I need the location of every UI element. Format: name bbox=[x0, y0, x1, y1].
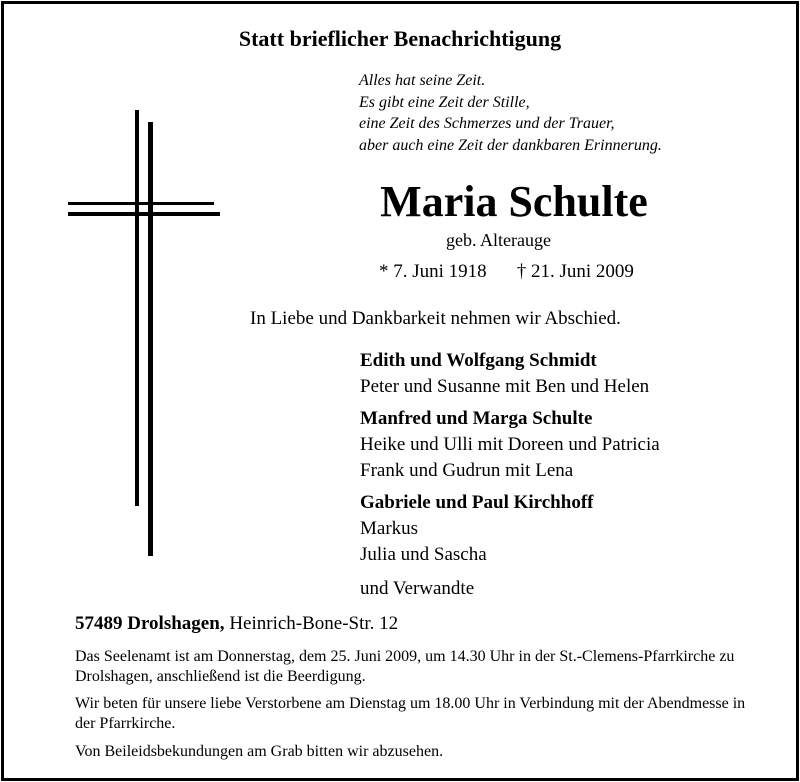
poem-line: Es gibt eine Zeit der Stille, bbox=[359, 93, 530, 111]
poem-verse bbox=[359, 70, 662, 156]
requiem-notice: Das Seelenamt ist am Donnerstag, dem 25. Juni 2009, um 14.30 Uhr in der St.-Clemens-Pfarrkirche zu Drolshagen, anschließend ist die Beerdigung. bbox=[75, 648, 735, 685]
address-city: 57489 Drolshagen, bbox=[75, 613, 225, 634]
farewell-line: In Liebe und Dankbarkeit nehmen wir Abschied. bbox=[250, 308, 621, 329]
family-member-line: Markus bbox=[360, 518, 419, 539]
poem-line: aber auch eine Zeit der dankbaren Erinnerung. bbox=[359, 136, 662, 154]
family-member-line: Julia und Sascha bbox=[360, 544, 487, 565]
family-group-head: Edith und Wolfgang Schmidt bbox=[360, 350, 597, 371]
notice-heading: Statt brieflicher Benachrichtigung bbox=[238, 26, 562, 51]
prayer-notice: Wir beten für unsere liebe Verstorbene am Dienstag um 18.00 Uhr in Verbindung mit der Abendmesse in der Pfarrkirche. bbox=[75, 695, 746, 732]
family-group-head: Manfred und Marga Schulte bbox=[360, 408, 593, 429]
poem-line: Alles hat seine Zeit. bbox=[359, 72, 486, 89]
poem-line: eine Zeit des Schmerzes und der Trauer, bbox=[359, 115, 615, 132]
family-member-line: Heike und Ulli mit Doreen und Patricia bbox=[360, 434, 660, 455]
cross-icon bbox=[64, 104, 224, 564]
family-list bbox=[360, 348, 660, 602]
mourning-address bbox=[75, 613, 398, 635]
family-member-line: Peter und Susanne mit Ben und Helen bbox=[360, 376, 650, 397]
family-group-head: Gabriele und Paul Kirchhoff bbox=[360, 492, 594, 513]
deceased-name: Maria Schulte bbox=[380, 177, 648, 226]
life-dates bbox=[379, 261, 634, 283]
relatives-line: und Verwandte bbox=[360, 578, 475, 599]
condolence-notice: Von Beileidsbekundungen am Grab bitten wir abzusehen. bbox=[75, 743, 444, 760]
address-street: Heinrich-Bone-Str. 12 bbox=[229, 613, 399, 634]
maiden-name: geb. Alterauge bbox=[446, 230, 551, 250]
family-member-line: Frank und Gudrun mit Lena bbox=[360, 460, 574, 481]
death-date: † 21. Juni 2009 bbox=[516, 261, 634, 282]
obituary-notice bbox=[1, 1, 799, 781]
birth-date: * 7. Juni 1918 bbox=[379, 261, 487, 282]
